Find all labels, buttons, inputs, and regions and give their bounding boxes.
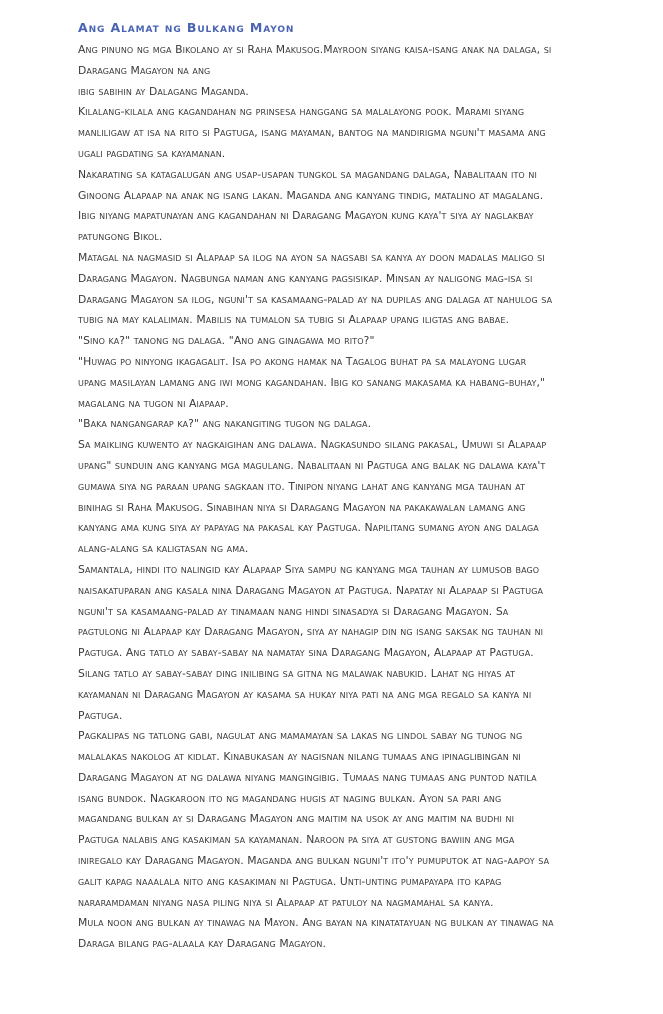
- text-line: ugali pagdating sa kayamanan.: [78, 146, 226, 160]
- text-line: nguni't sa kasamaang-palad ay tinamaan nang hindi sinasadya si Daragang Magayon. Sa: [78, 604, 509, 618]
- text-line: Kilalang-kilala ang kagandahan ng prinsesa hanggang sa malalayong pook. Marami siyang: [78, 105, 525, 119]
- text-line: Daragang Magayon at ng dalawa niyang mangingibig. Tumaas nang tumaas ang puntod natila: [78, 770, 537, 784]
- text-line: Ginoong Alapaap na anak ng isang lakan. Maganda ang kanyang tindig, matalino at magalang.: [78, 188, 544, 202]
- text-line: "Baka nangangarap ka?" ang nakangiting tugon ng dalaga.: [78, 417, 372, 431]
- text-line: tubig na may kalaliman. Mabilis na tumalon sa tubig si Alapaap upang iligtas ang babae.: [78, 313, 510, 327]
- text-line: Daraga bilang pag-alaala kay Daragang Magayon.: [78, 937, 326, 951]
- text-line: Nakarating sa katagalugan ang usap-usapan tungkol sa magandang dalaga, Nabalitaan ito ni: [78, 167, 537, 181]
- text-line: "Huwag po ninyong ikagagalit. Isa po akong hamak na Tagalog buhat pa sa malayong lugar: [78, 354, 527, 368]
- document-body: [78, 40, 623, 955]
- text-line: "Sino ka?" tanong ng dalaga. "Ano ang ginagawa mo rito?": [78, 334, 375, 348]
- text-line: Samantala, hindi ito nalingid kay Alapaap Siya sampu ng kanyang mga tauhan ay lumusob bago: [78, 562, 540, 576]
- text-line: Silang tatlo ay sabay-sabay ding inilibing sa gitna ng malawak nabukid. Lahat ng hiyas at: [78, 666, 516, 680]
- text-line: upang" sunduin ang kanyang mga magulang. Nabalitaan ni Pagtuga ang balak ng dalawa kaya't: [78, 458, 546, 472]
- text-line: Pagtuga.: [78, 708, 123, 722]
- text-line: magandang bulkan ay si Daragang Magayon ang maitim na usok ay ang maitim na budhi ni: [78, 812, 515, 826]
- text-line: isang bundok. Nagkaroon ito ng magandang hugis at naging bulkan. Ayon sa pari ang: [78, 791, 502, 805]
- text-line: patungong Bikol.: [78, 230, 163, 244]
- text-line: naisakatuparan ang kasala nina Daragang Magayon at Pagtuga. Napatay ni Alapaap si Pagtuga: [78, 583, 544, 597]
- text-line: kayamanan ni Daragang Magayon ay kasama sa hukay niya pati na ang mga regalo sa kanya ni: [78, 687, 532, 701]
- text-line: gumawa siya ng paraan upang sagkaan ito. Tinipon niyang lahat ang kanyang mga tauhan at: [78, 479, 526, 493]
- text-line: nararamdaman niyang nasa piling niya si Alapaap at patuloy na nagmamahal sa kanya.: [78, 895, 494, 909]
- text-line: Mula noon ang bulkan ay tinawag na Mayon. Ang bayan na kinatatayuan ng bulkan ay tinawag na: [78, 916, 554, 930]
- text-line: Daragang Magayon. Nagbunga naman ang kanyang pagsisikap. Minsan ay naligong mag-isa si: [78, 271, 533, 285]
- text-line: pagtulong ni Alapaap kay Daragang Magayon, siya ay nahagip din ng isang saksak ng tauhan ni: [78, 625, 544, 639]
- text-line: Daragang Magayon na ang: [78, 63, 211, 77]
- text-line: manliligaw at isa na rito si Pagtuga, isang mayaman, bantog na mandirigma nguni't masama ang: [78, 126, 546, 140]
- text-line: binihag si Raha Makusog. Sinabihan niya si Daragang Magayon na pakakawalan lamang ang: [78, 500, 526, 514]
- text-line: upang masilayan lamang ang iwi mong kagandahan. Ibig ko sanang makasama ka habang-buhay,": [78, 375, 546, 389]
- document-title: Ang Alamat ng Bulkang Mayon: [78, 20, 295, 35]
- text-line: magalang na tugon ni Aiapaap.: [78, 396, 229, 410]
- text-line: Sa maikling kuwento ay nagkaigihan ang dalawa. Nagkasundo silang pakasal, Umuwi si Alapaap: [78, 438, 547, 452]
- text-line: Ang pinuno ng mga Bikolano ay si Raha Makusog.Mayroon siyang kaisa-isang anak na dalaga, si: [78, 43, 552, 56]
- text-line: malalakas nakolog at kidlat. Kinabukasan ay nagisnan nilang tumaas ang ipinaglibingan ni: [78, 750, 521, 764]
- text-line: kanyang ama kung siya ay papayag na pakasal kay Pagtuga. Napilitang sumang ayon ang dalaga: [78, 521, 539, 535]
- text-line: Pagtuga. Ang tatlo ay sabay-sabay na namatay sina Daragang Magayon, Alapaap at Pagtuga.: [78, 646, 534, 660]
- text-line: Pagkalipas ng tatlong gabi, nagulat ang mamamayan sa lakas ng lindol sabay ng tunog ng: [78, 729, 523, 743]
- text-line: alang-alang sa kaligtasan ng ama.: [78, 542, 249, 556]
- text-line: Ibig niyang mapatunayan ang kagandahan ni Daragang Magayon kung kaya't siya ay naglakbay: [78, 209, 534, 223]
- text-line: Daragang Magayon sa ilog, nguni't sa kasamaang-palad ay na dupilas ang dalaga at nahulog sa: [78, 292, 553, 306]
- text-line: Pagtuga nalabis ang kasakiman sa kayamanan. Naroon pa siya at gustong bawiin ang mga: [78, 833, 515, 847]
- document-page: [78, 20, 623, 955]
- text-line: iniregalo kay Daragang Magayon. Maganda ang bulkan nguni't ito'y pumuputok at nag-aapoy sa: [78, 854, 550, 868]
- text-line: Matagal na nagmasid si Alapaap sa ilog na ayon sa nagsabi sa kanya ay doon madalas maligo si: [78, 250, 545, 264]
- text-line: ibig sabihin ay Dalagang Maganda.: [78, 84, 249, 98]
- text-line: galit kapag naaalala nito ang kasakiman ni Pagtuga. Unti-unting pumapayapa ito kapag: [78, 874, 502, 888]
